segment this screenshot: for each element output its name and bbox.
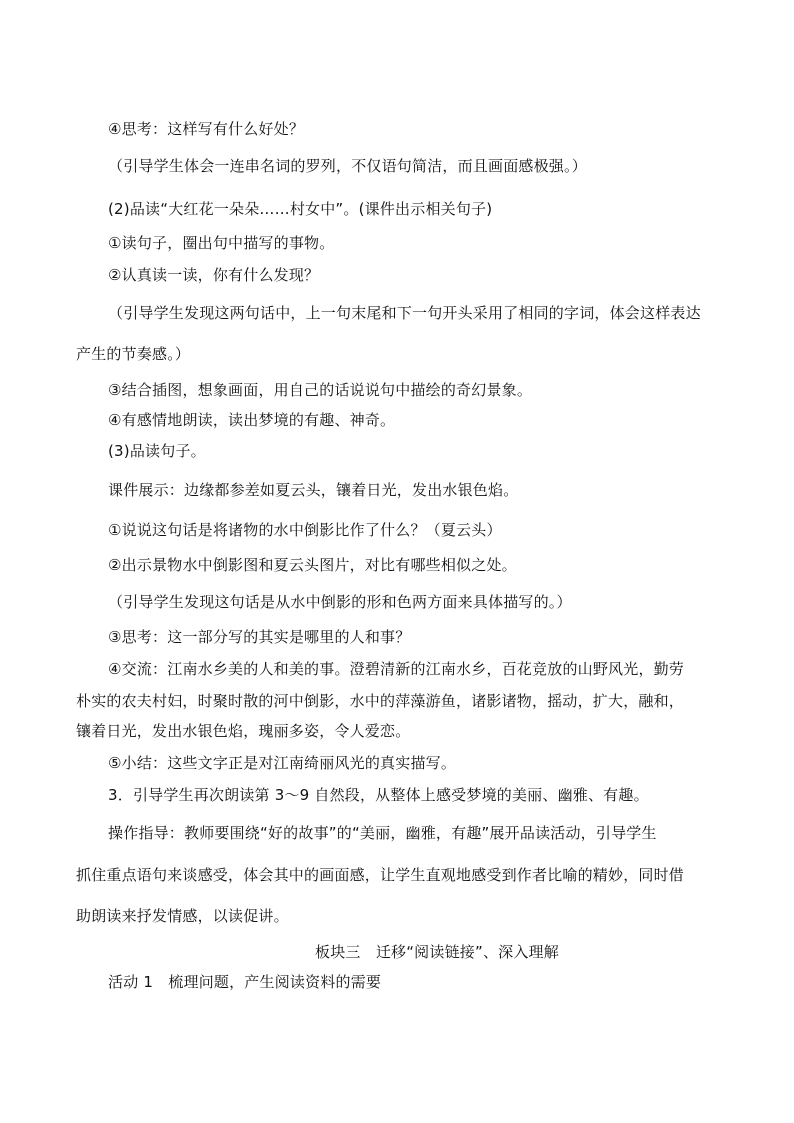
operation-guide-continuation: 抓住重点语句来谈感受，体会其中的画面感，让学生直观地感受到作者比喻的精妙，同时借	[76, 866, 685, 884]
section-2-heading: (2)品读“大红花一朵朵……村女中”。(课件出示相关句子)	[108, 200, 493, 218]
paragraph-continuation: 镶着日光，发出水银色焰，瑰丽多姿，令人爱恋。	[76, 722, 411, 740]
step-1-line: ①说说这句话是将诸物的水中倒影比作了什么？（夏云头）	[108, 521, 502, 539]
step-2-line: ②认真读一读，你有什么发现？	[108, 266, 320, 284]
guide-note-continuation: 产生的节奏感。）	[76, 345, 191, 363]
think-question-line: ④思考：这样写有什么好处？	[108, 120, 305, 138]
step-3-line: ③思考：这一部分写的其实是哪里的人和事？	[108, 628, 411, 646]
guide-note-line: （引导学生发现这句话是从水中倒影的形和色两方面来具体描写的。）	[108, 593, 572, 611]
step-4-line: ④交流：江南水乡美的人和美的事。澄碧清新的江南水乡，百花竞放的山野风光，勤劳	[108, 660, 685, 678]
operation-guide-line: 操作指导：教师要围绕“好的故事”的“美丽，幽雅，有趣”展开品读活动，引导学生	[108, 824, 657, 842]
step-2-line: ②出示景物水中倒影图和夏云头图片，对比有哪些相似之处。	[108, 556, 517, 574]
section-3-heading: (3)品读句子。	[108, 442, 206, 460]
step-3-line: ③结合插图，想象画面，用自己的话说说句中描绘的奇幻景象。	[108, 381, 533, 399]
operation-guide-continuation: 助朗读来抒发情感，以读促讲。	[76, 907, 289, 925]
item-3-line: 3．引导学生再次朗读第 3～9 自然段，从整体上感受梦境的美丽、幽雅、有趣。	[108, 786, 649, 804]
activity-1-heading: 活动 1 梳理问题，产生阅读资料的需要	[108, 973, 382, 991]
step-4-line: ④有感情地朗读，读出梦境的有趣、神奇。	[108, 411, 396, 429]
guide-note-line: （引导学生发现这两句话中，上一句末尾和下一句开头采用了相同的字词，体会这样表达	[108, 304, 701, 322]
step-1-line: ①读句子，圈出句中描写的事物。	[108, 234, 335, 252]
section-heading-block-3: 板块三 迁移“阅读链接”、深入理解	[315, 943, 559, 961]
paragraph-continuation: 朴实的农夫村妇，时聚时散的河中倒影，水中的萍藻游鱼，诸影诸物，摇动，扩大，融和，	[76, 692, 685, 710]
courseware-display-line: 课件展示：边缘都参差如夏云头，镶着日光，发出水银色焰。	[108, 481, 519, 499]
step-5-line: ⑤小结：这些文字正是对江南绮丽风光的真实描写。	[108, 754, 457, 772]
guide-note-line: （引导学生体会一连串名词的罗列，不仅语句简洁，而且画面感极强。）	[108, 157, 587, 175]
